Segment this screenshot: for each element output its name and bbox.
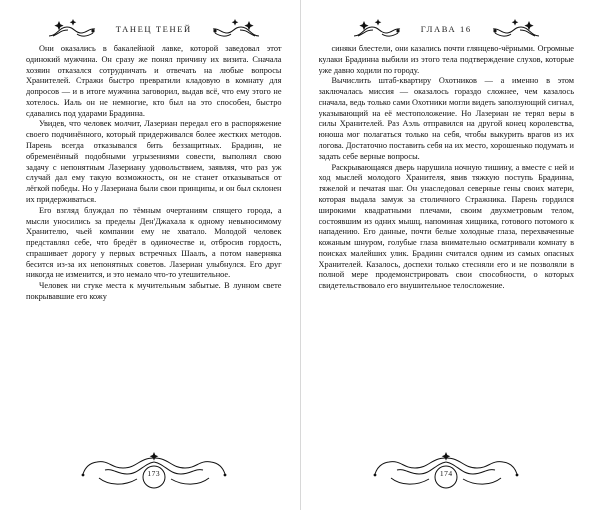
ornament-flourish-left-icon (47, 18, 111, 40)
paragraph: Его взгляд блуждал по тёмным очертаниям спящего города, а мысли уносились за пределы Ден'Джахала к одному невыносимому Хранителю, чьей компании ему не хватало. Молодой человек представлял себе, что бредёт в одиночестве и, отбросив гордость, спрашивает дорогу у первых встречных Шаалъ, а потом наверняка бесится из-за их непонятных советов. Лазериан улыбнулся. Его друг никогда не изменится, и это немало что-то утешительное. (26, 205, 282, 280)
header-ornament-left (26, 18, 282, 40)
ornament-flourish-right-icon (477, 18, 541, 40)
right-page (301, 0, 600, 510)
ornament-flourish-left-icon (352, 18, 416, 40)
paragraph: синяки блестели, они казались почти глянцево-чёрными. Огромные кулаки Брадинна выбили из этого тела подтверждение слухов, которые уже давно ходили по городу. (318, 44, 574, 75)
paragraph: Раскрывающаяся дверь нарушила ночную тишину, а вместе с ней и ход мыслей молодого Хранителя, явив тяжкую поступь Брадинна, тяжелой и печатая шаг. Он унаследовал северные гены своих матери, которая выдала замуж за столичного Стражника. Парень гордился широкими квадратными плечами, своим двухметровым телом, состоявшим из одних мышц, напоминая хищника, готового потомого к нападению. Его данные, почти белые холодные глаза, перехваченные кожаным шнуром, голубые глаза внимательно осматривали комнату в поисках малейших улик. Брадинн считался одним из самых опасных Хранителей. Казалось, доспехи только стесняли его и не позволяли в полной мере продемонстрировать свои способности, о которых свидетельствовало его внушительное телосложение. (318, 162, 574, 291)
running-head-title: ГЛАВА 16 (420, 24, 472, 34)
paragraph: Человек ни стуке места к мучительным забытые. В лунном свете покрывавшие его кожу (26, 281, 282, 301)
paragraph: Увидев, что человек молчит, Лазериан передал его в распоряжение своего подчинённого, который придерживался более жестких методов. Парень всегда отказывался бить беззащитных. Брадинн, не обременённый подобными угрызениями совести, выполнял свою задачу с непонятным Лазериану удовольствием, заявляя, что раз уж случай дал ему такую возможность, он не станет отказываться от лёгкой победы. Но у Лазериана были свои принципы, и он был склонен их придерживаться. (26, 119, 282, 204)
paragraph: Они оказались в бакалейной лавке, которой заведовал этот одинокий мужчина. Он сразу же понял причину их визита. Сначала хозяин отказался сотрудничать и отвечать на любые вопросы Хранителей. Стражи быстро превратили кладовую в комнату для допросов — и в итоге мужчина заговорил, выдав всё, что ему этого не хотелось. Иаль он не немногие, кто был на это способен, быстро сдавались под ударами Брадинна. (26, 44, 282, 118)
right-page-header (319, 14, 575, 44)
page-number: 174 (439, 469, 453, 478)
left-page-footer (26, 440, 282, 500)
right-page-footer (319, 440, 575, 500)
ornament-flourish-right-icon (197, 18, 261, 40)
right-page-text (319, 44, 575, 440)
running-head-title: ТАНЕЦ ТЕНЕЙ (115, 24, 192, 34)
left-page-header (26, 14, 282, 44)
page-number: 173 (147, 469, 161, 478)
header-ornament-right (319, 18, 575, 40)
paragraph: Вычислить штаб-квартиру Охотников — а именно в этом заключалась миссия — оказалось гораздо сложнее, чем казалось сначала, ведь только сами Охотники могли видеть заползующий сигнал, указывающий на её местоположение. Но Лазериан не терял веры в силы Хранителей. Раз Аэль отправился на другой конец королевства, юноша мог полагаться только на себя, чтобы выкурить врагов из их логова. Достаточно поставить себя на их место, хорошенько подумать и задать себе верные вопросы. (318, 76, 574, 161)
left-page-text (26, 44, 282, 440)
